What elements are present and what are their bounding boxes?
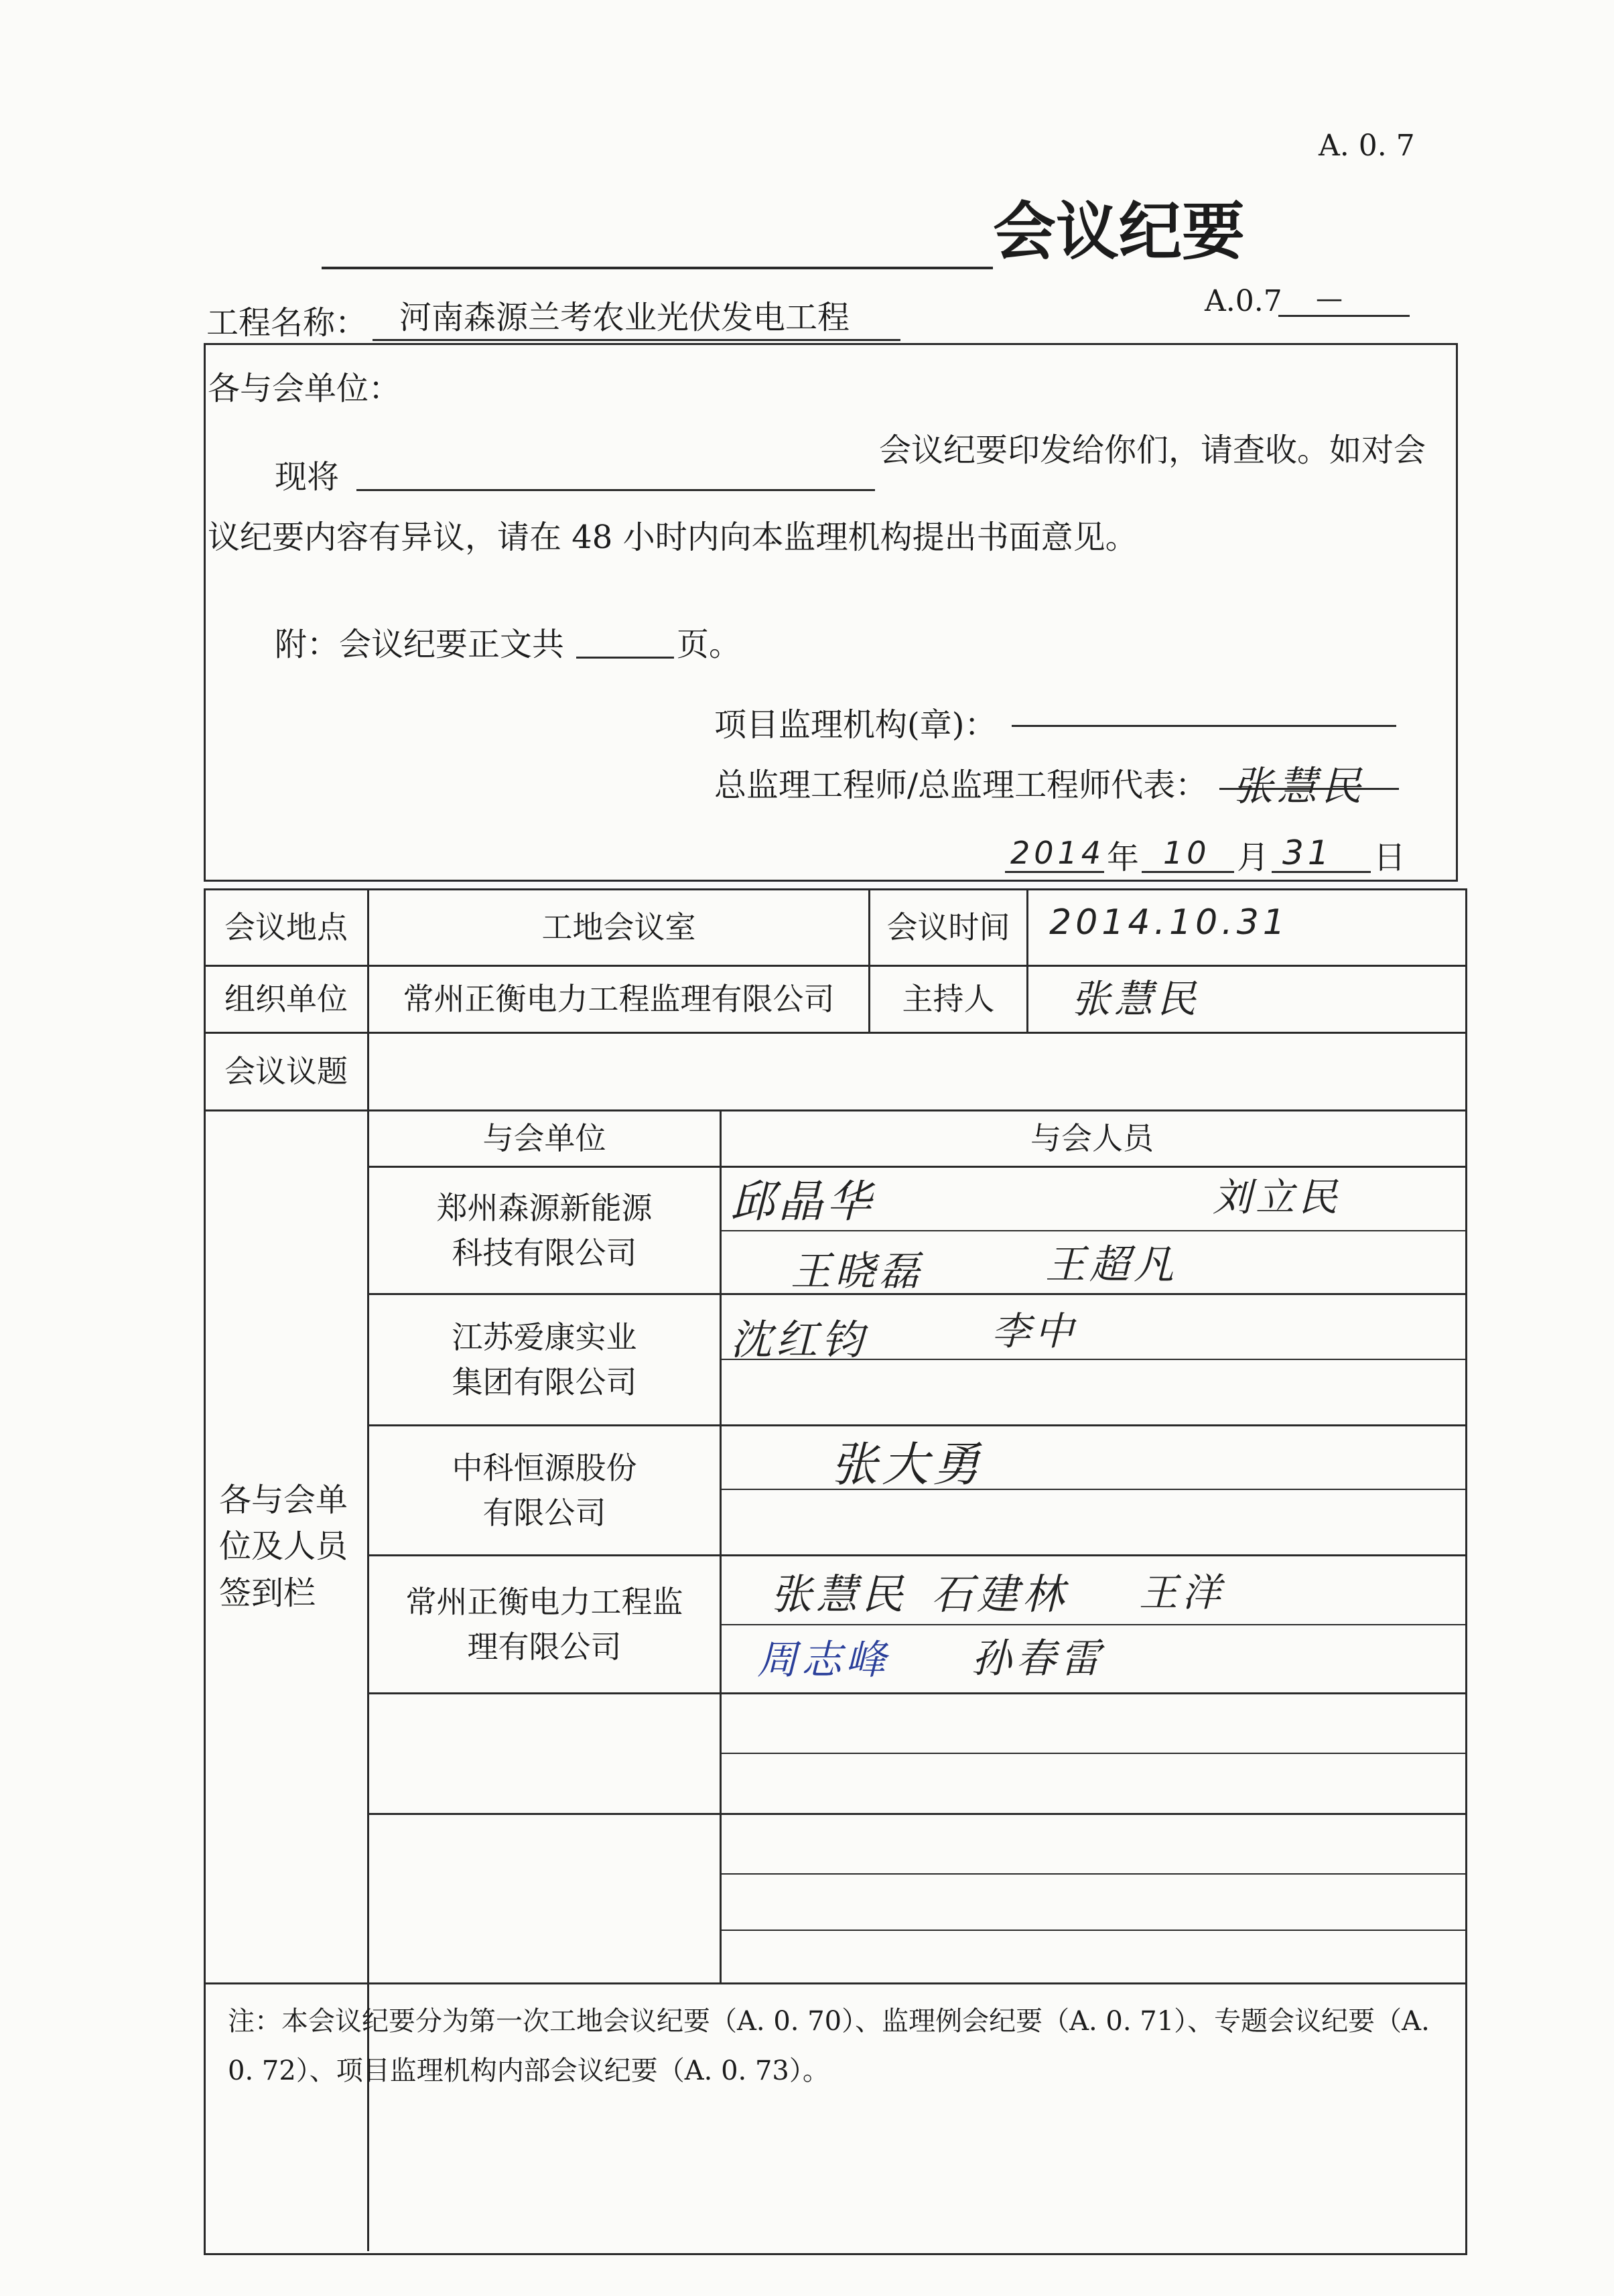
attendee-signature: 孙春雷: [971, 1635, 1104, 1682]
project-number-field: [1278, 284, 1410, 317]
recipients-label: 各与会单位：: [208, 370, 401, 407]
title-underline: [322, 267, 993, 269]
location-value: 工地会议室: [541, 908, 696, 945]
rule: [720, 1111, 722, 1982]
date-year-label: 年: [1107, 839, 1140, 876]
col-people-header: 与会人员: [1030, 1120, 1154, 1157]
date-day-label: 日: [1373, 839, 1406, 876]
date-month-value: 10: [1163, 835, 1211, 871]
attendee-signature: 王晓磊: [791, 1248, 923, 1295]
supervision-org-line: [1012, 725, 1396, 727]
notice-line2: 议纪要内容有异议，请在 48 小时内向本监理机构提出书面意见。: [208, 519, 1138, 556]
attendee-signature: 石建林: [931, 1570, 1069, 1619]
page-title: 会议纪要: [993, 196, 1246, 269]
rule: [367, 1692, 1465, 1694]
unit-name-text: 江苏爱康实业集团有限公司: [452, 1319, 637, 1400]
chief-engineer-signature: 张慧民: [1233, 763, 1365, 810]
attachment-prefix: 附：会议纪要正文共: [275, 626, 565, 663]
organizer-value: 常州正衡电力工程监理有限公司: [403, 981, 835, 1018]
attachment-suffix: 页。: [677, 626, 742, 663]
rule: [722, 1230, 1465, 1231]
project-number-label: A.0.7: [1205, 284, 1282, 318]
date-day-value: 31: [1282, 833, 1333, 872]
notice-line1-suffix: 会议纪要印发给你们，请查收。如对会: [879, 431, 1426, 469]
project-number-value: —: [1316, 283, 1343, 314]
attendee-signature: 李中: [992, 1308, 1078, 1354]
project-name-label: 工程名称：: [206, 304, 368, 342]
unit-name: [369, 1556, 720, 1692]
attendance-side-label: [205, 1111, 367, 1982]
time-value: 2014.10.31: [1049, 902, 1289, 943]
attendee-signature: 王洋: [1139, 1570, 1225, 1615]
unit-name: [369, 1426, 720, 1554]
footnote: 注：本会议纪要分为第一次工地会议纪要（A. 0. 70）、监理例会纪要（A. 0. 71）、专题会议纪要（A. 0. 72）、项目监理机构内部会议纪要（A. 0. 73）。: [228, 2006, 1430, 2086]
col-unit-header: 与会单位: [482, 1120, 606, 1157]
attendee-signature: 刘立民: [1213, 1174, 1342, 1220]
time-label: 会议时间: [886, 908, 1010, 945]
attendance-side-text: 各与会单位及人员签到栏: [219, 1481, 348, 1612]
rule: [722, 1873, 1465, 1875]
unit-name: [369, 1295, 720, 1424]
attachment-blank-line: [576, 657, 674, 659]
location-label: 会议地点: [224, 908, 348, 945]
topic-label: 会议议题: [224, 1053, 348, 1090]
project-name-value: 河南森源兰考农业光伏发电工程: [399, 299, 850, 336]
rule: [367, 1813, 1465, 1815]
attendee-signature: 邱晶华: [730, 1176, 875, 1227]
rule: [722, 1624, 1465, 1625]
unit-name: [369, 1168, 720, 1293]
attendee-signature: 周志峰: [757, 1637, 890, 1684]
attendee-signature: 张大勇: [831, 1437, 984, 1492]
unit-name-text: 中科恒源股份有限公司: [452, 1449, 637, 1531]
organizer-label: 组织单位: [224, 981, 348, 1018]
form-code: A. 0. 7: [1319, 129, 1415, 163]
chief-engineer-label: 总监理工程师/总监理工程师代表：: [714, 766, 1208, 804]
attendee-signature: 王超凡: [1045, 1241, 1178, 1288]
attendee-signature: 张慧民: [770, 1570, 908, 1619]
host-label: 主持人: [902, 981, 995, 1018]
supervision-org-label: 项目监理机构(章)：: [714, 706, 997, 744]
topic-value: [369, 1034, 1461, 1109]
rule: [204, 1982, 1465, 1984]
host-signature: 张慧民: [1071, 976, 1200, 1022]
date-month-label: 月: [1237, 839, 1270, 876]
sign-date: [1005, 833, 1420, 878]
attendee-signature: 沈红钧: [730, 1315, 868, 1364]
date-year-value: 2014: [1010, 835, 1105, 871]
project-name-field: [373, 297, 900, 341]
unit-name-text: 郑州森源新能源科技有限公司: [436, 1189, 653, 1271]
notice-line1-prefix: 现将: [275, 458, 340, 496]
notice-blank-line: [356, 489, 875, 491]
rule: [722, 1930, 1465, 1931]
rule: [722, 1753, 1465, 1754]
unit-name-text: 常州正衡电力工程监理有限公司: [405, 1583, 683, 1665]
